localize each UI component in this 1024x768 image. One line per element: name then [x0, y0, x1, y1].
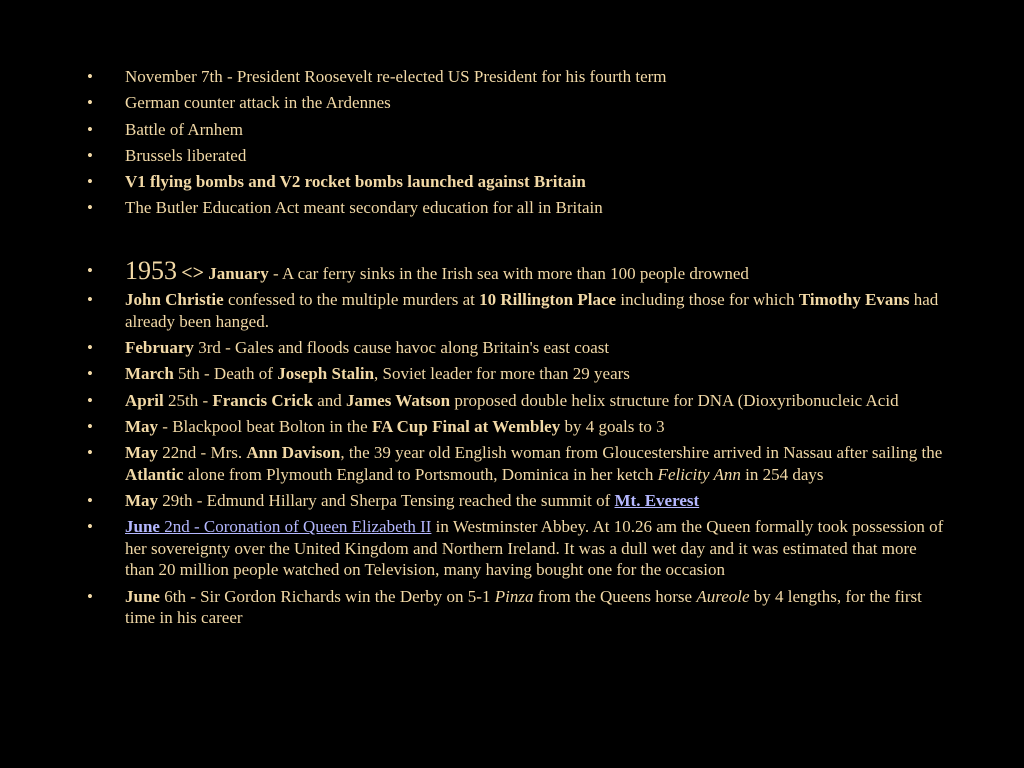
item-text: Battle of Arnhem — [125, 119, 244, 139]
item-text: in Westminster Abbey. At 10.26 am the Queen formally took possession of her sovereignty over the United Kingdom and Northern Ireland. It was a dull wet day and it was estimated that more than 20 million people watched on Television, many having bought one for the occasion — [125, 517, 944, 580]
list-item — [0, 516, 945, 581]
item-text: proposed double helix structure for DNA (Dioxyribonucleic Acid — [450, 390, 899, 410]
item-text: had already been hanged. — [125, 290, 939, 331]
month: February — [125, 338, 194, 358]
coronation-link[interactable] — [125, 517, 431, 536]
item-text: - A car ferry sinks in the Irish sea with more than 100 people drowned — [268, 264, 749, 283]
item-text: by 4 goals to 3 — [560, 416, 665, 436]
item-text-bold: V1 flying bombs and V2 rocket bombs launched against Britain — [125, 172, 586, 192]
item-text: from the Queens horse — [533, 586, 697, 606]
item-text: The Butler Education Act meant secondary education for all in Britain — [125, 198, 603, 218]
item-text: and — [312, 390, 346, 410]
place-name: 10 Rillington Place — [479, 290, 617, 310]
list-item — [0, 90, 945, 116]
month: June — [125, 586, 160, 606]
list-item — [0, 256, 945, 285]
item-text: 22nd - Mrs. — [158, 443, 247, 463]
item-text: Brussels liberated — [125, 145, 247, 165]
item-text: confessed to the multiple murders at — [223, 290, 480, 310]
mt-everest-link[interactable] — [615, 491, 700, 510]
item-text: alone from Plymouth England to Portsmouth, Dominica in her ketch — [183, 464, 658, 484]
boat-name: Felicity Ann — [657, 464, 741, 484]
link-text: Mt. Everest — [614, 491, 700, 511]
arrow-symbol: <> — [181, 262, 205, 284]
horse-name: Pinza — [494, 586, 534, 606]
person-name: Joseph Stalin — [277, 364, 375, 384]
list-item — [0, 586, 945, 629]
link-text: 2nd - Coronation of Queen Elizabeth II — [159, 517, 432, 537]
link-month: June — [125, 517, 160, 537]
list-item — [0, 143, 945, 169]
item-text: by 4 lengths, for the first time in his career — [125, 586, 922, 628]
person-name: James Watson — [346, 390, 451, 410]
item-text: including those for which — [616, 290, 799, 310]
list-item — [0, 289, 945, 332]
list-item — [0, 195, 945, 221]
month: January — [208, 264, 269, 283]
horse-name: Aureole — [696, 586, 750, 606]
list-item — [0, 490, 945, 512]
person-name: Timothy Evans — [798, 290, 910, 310]
item-text: , Soviet leader for more than 29 years — [374, 364, 630, 384]
item-text: - Blackpool beat Bolton in the — [158, 416, 372, 436]
person-name: Francis Crick — [212, 390, 313, 410]
item-text: November 7th - President Roosevelt re-elected US President for his fourth term — [125, 67, 667, 86]
list-item — [0, 169, 945, 195]
month: May — [125, 443, 159, 463]
item-text: 6th - Sir Gordon Richards win the Derby on 5-1 — [159, 586, 495, 606]
place-name: Atlantic — [125, 464, 184, 484]
list-item — [0, 416, 945, 438]
item-text: 29th - Edmund Hillary and Sherpa Tensing reached the summit of — [158, 491, 615, 511]
item-text: in 254 days — [740, 464, 824, 484]
month: May — [125, 416, 159, 436]
item-text: German counter attack in the Ardennes — [125, 93, 391, 113]
list-item — [0, 117, 945, 143]
month: March — [125, 364, 174, 384]
events-1953-list — [0, 256, 945, 633]
item-text: 3rd - Gales and floods cause havoc along Britain's east coast — [193, 338, 610, 358]
person-name: John Christie — [125, 290, 224, 310]
event-name: FA Cup Final at Wembley — [371, 416, 561, 436]
list-item — [0, 64, 945, 90]
list-item — [0, 337, 945, 359]
item-text: 5th - Death of — [173, 364, 278, 384]
person-name: Ann Davison — [246, 443, 341, 463]
item-text: , the 39 year old English woman from Gloucestershire arrived in Nassau after sailing the — [340, 443, 943, 463]
item-text: 25th - — [163, 390, 213, 410]
list-item — [0, 390, 945, 412]
month: May — [125, 491, 159, 511]
month: April — [125, 390, 164, 410]
list-item — [0, 363, 945, 385]
events-1944-list — [0, 64, 945, 222]
list-item — [0, 442, 945, 485]
year-heading: 1953 — [125, 256, 177, 285]
